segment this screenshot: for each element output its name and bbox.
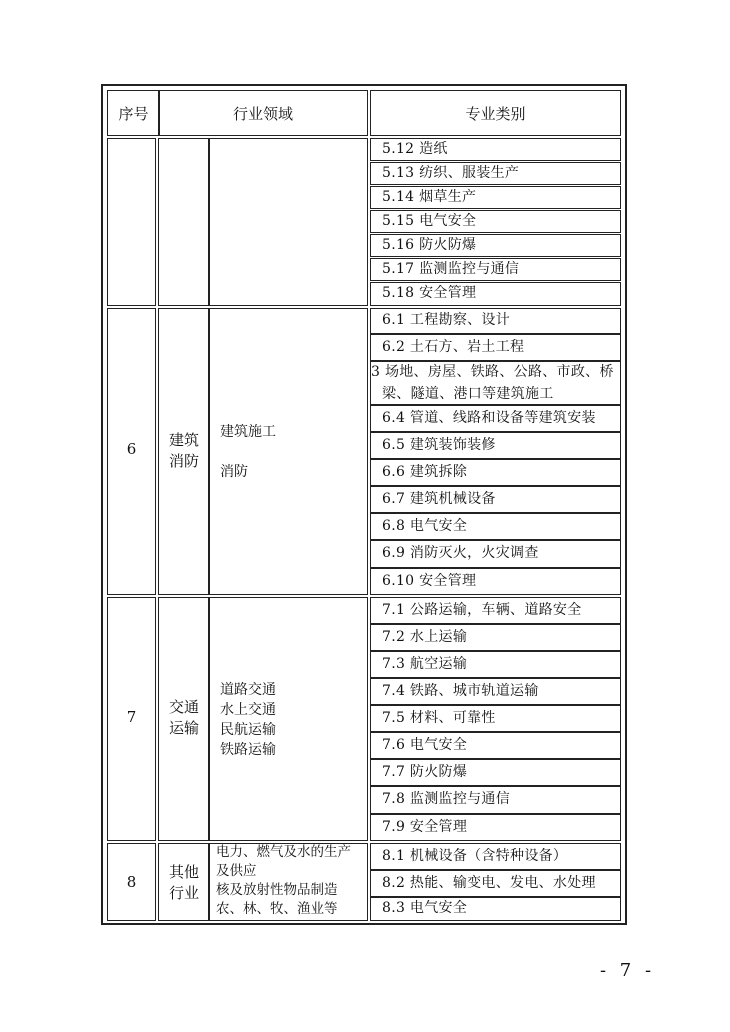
category-item: 5.12 造纸 [370, 138, 621, 161]
category-item: 6.2 土石方、岩土工程 [370, 334, 621, 361]
category-item: 7.8 监测监控与通信 [370, 786, 621, 814]
category-item: 5.16 防火防爆 [370, 234, 621, 257]
category-item: 6.5 建筑装饰装修 [370, 432, 621, 459]
category-item: 7.1 公路运输，车辆、道路安全 [370, 597, 621, 624]
header-seq: 序号 [107, 90, 160, 136]
header-industry: 行业领域 [158, 90, 368, 136]
category-item: 7.6 电气安全 [370, 732, 621, 759]
seq-number: 7 [126, 708, 137, 726]
domain-list: 电力、燃气及水的生产 及供应 核及放射性物品制造 农、林、牧、渔业等 [216, 844, 351, 917]
category-item: 6.7 建筑机械设备 [370, 486, 621, 513]
category-item: 7.5 材料、可靠性 [370, 705, 621, 732]
category-item: 7.7 防火防爆 [370, 759, 621, 786]
domain-list: 道路交通 水上交通 民航运输 铁路运输 [220, 682, 276, 758]
field-cell-5 [158, 138, 210, 306]
category-item-multiline: 3 场地、房屋、铁路、公路、市政、桥 梁、隧道、港口等建筑施工 [370, 361, 621, 405]
field-name: 其他 行业 [168, 863, 199, 902]
category-item: 6.8 电气安全 [370, 513, 621, 540]
header-category: 专业类别 [370, 90, 621, 136]
category-item: 5.17 监测监控与通信 [370, 258, 621, 281]
category-item: 5.15 电气安全 [370, 210, 621, 233]
field-name: 建筑 消防 [168, 431, 199, 470]
domain-list: 建筑施工 消防 [220, 424, 276, 480]
field-name: 交通 运输 [168, 698, 199, 737]
category-item: 7.4 铁路、城市轨道运输 [370, 678, 621, 705]
seq-number: 6 [126, 440, 137, 458]
domain-cell-5 [208, 138, 368, 306]
category-item: 8.1 机械设备（含特种设备） [370, 843, 621, 870]
category-item: 6.4 管道、线路和设备等建筑安装 [370, 405, 621, 432]
category-item: 7.9 安全管理 [370, 814, 621, 841]
category-item: 7.2 水上运输 [370, 624, 621, 651]
category-item: 6.10 安全管理 [370, 568, 621, 595]
category-item: 8.2 热能、输变电、发电、水处理 [370, 870, 621, 897]
category-item: 7.3 航空运输 [370, 651, 621, 678]
category-item: 6.1 工程勘察、设计 [370, 308, 621, 334]
category-item: 5.13 纺织、服装生产 [370, 162, 621, 185]
category-item: 5.18 安全管理 [370, 282, 621, 306]
category-item: 6.6 建筑拆除 [370, 459, 621, 486]
seq-cell-5 [107, 138, 156, 306]
category-item: 8.3 电气安全 [370, 897, 621, 921]
seq-number: 8 [126, 873, 137, 891]
page-number: - 7 - [600, 960, 656, 981]
category-item: 6.9 消防灭火，火灾调查 [370, 540, 621, 568]
category-item: 5.14 烟草生产 [370, 186, 621, 209]
